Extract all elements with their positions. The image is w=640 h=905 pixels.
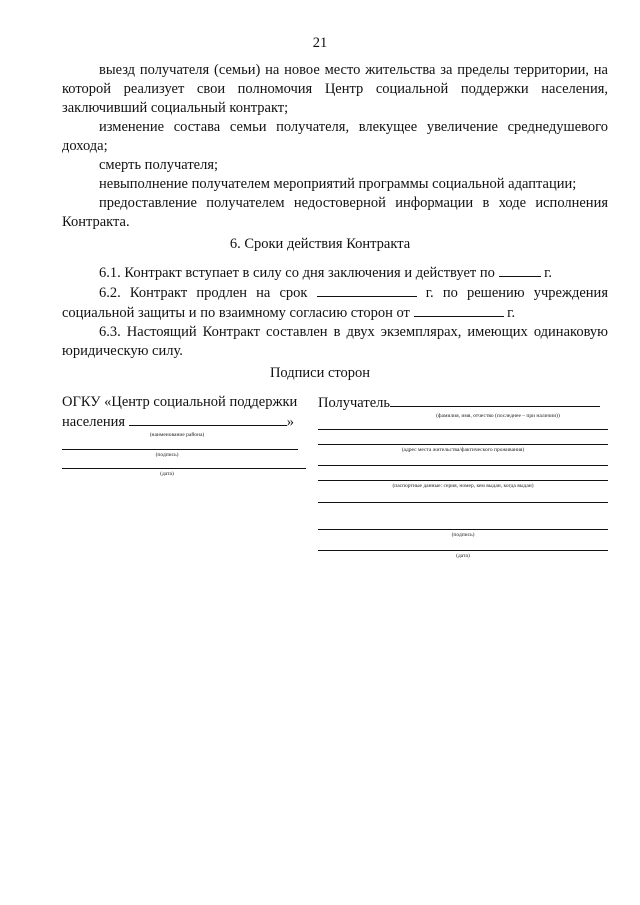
page-number: 21 (312, 35, 328, 51)
recipient-date-line[interactable] (318, 550, 608, 551)
center-signature-line[interactable] (62, 449, 298, 450)
recipient-name-blank[interactable] (390, 393, 600, 407)
clause-6-2-text: 6.2. Контракт продлен на срок (99, 285, 308, 301)
termination-grounds-list (62, 61, 608, 232)
extension-date-blank[interactable] (414, 303, 504, 317)
paragraph-relocation: выезд получателя (семьи) на новое место жительства за пределы территории, на которой реализует свои полномочия Центр социальной поддержки населения, заключивший социальный контракт; (62, 62, 608, 116)
paragraph-nonfulfilment: невыполнение получателем мероприятий программы социальной адаптации; (99, 176, 577, 192)
section-6-body (62, 263, 608, 361)
clause-6-2-suffix: г. (507, 305, 516, 321)
recipient-passport-caption: (паспортные данные: серия, номер, кем выдан, когда выдан) (392, 483, 534, 489)
recipient-signature-caption: (подпись) (451, 532, 475, 538)
district-name-blank[interactable] (129, 412, 287, 426)
paragraph-false-info: предоставление получателем недостоверной информации в ходе исполнения Контракта. (62, 195, 608, 230)
clause-6-2-middle: г. по решению учреждения социальной защиты и по взаимному согласию сторон от (62, 285, 608, 321)
recipient-name-line-2[interactable] (318, 429, 608, 430)
recipient-signature-line[interactable] (318, 529, 608, 530)
clause-6-1-text: 6.1. Контракт вступает в силу со дня заключения и действует по (99, 265, 495, 281)
recipient-signature-block (318, 393, 608, 560)
recipient-address-caption: (адрес места жительства/фактического проживания) (401, 447, 525, 453)
paragraph-death: смерть получателя; (99, 157, 219, 173)
end-date-blank[interactable] (499, 263, 541, 277)
center-date-line[interactable] (62, 468, 306, 469)
clause-6-3: 6.3. Настоящий Контракт составлен в двух экземплярах, имеющих одинаковую юридическую силу. (62, 324, 608, 359)
recipient-address-line[interactable] (318, 444, 608, 445)
center-signature-caption: (подпись) (155, 452, 179, 458)
paragraph-family-change: изменение состава семьи получателя, влекущее увеличение среднедушевого дохода; (62, 119, 608, 154)
clause-6-1-suffix: г. (544, 265, 553, 281)
center-org-name (62, 393, 306, 432)
recipient-passport-line[interactable] (318, 480, 608, 481)
extension-term-blank[interactable] (317, 283, 417, 297)
recipient-date-caption: (дата) (456, 553, 470, 559)
recipient-label: Получатель (318, 395, 390, 411)
recipient-address-line-2[interactable] (318, 465, 608, 466)
center-org-quote: » (286, 414, 294, 430)
clause-6-2 (62, 283, 608, 323)
recipient-name-caption: (фамилия, имя, отчество (последнее – при наличии)) (436, 413, 560, 419)
signatures-title: Подписи сторон (269, 365, 371, 381)
center-signature-block (62, 393, 306, 478)
center-date-caption: (дата) (160, 471, 174, 477)
recipient-passport-line-2[interactable] (318, 502, 608, 503)
center-org-text: ОГКУ «Центр социальной поддержки населения (62, 394, 298, 430)
district-name-caption: (наименование района) (149, 432, 205, 438)
section-6-title: 6. Сроки действия Контракта (229, 236, 411, 252)
clause-6-1 (62, 263, 608, 283)
recipient-row (318, 393, 608, 413)
